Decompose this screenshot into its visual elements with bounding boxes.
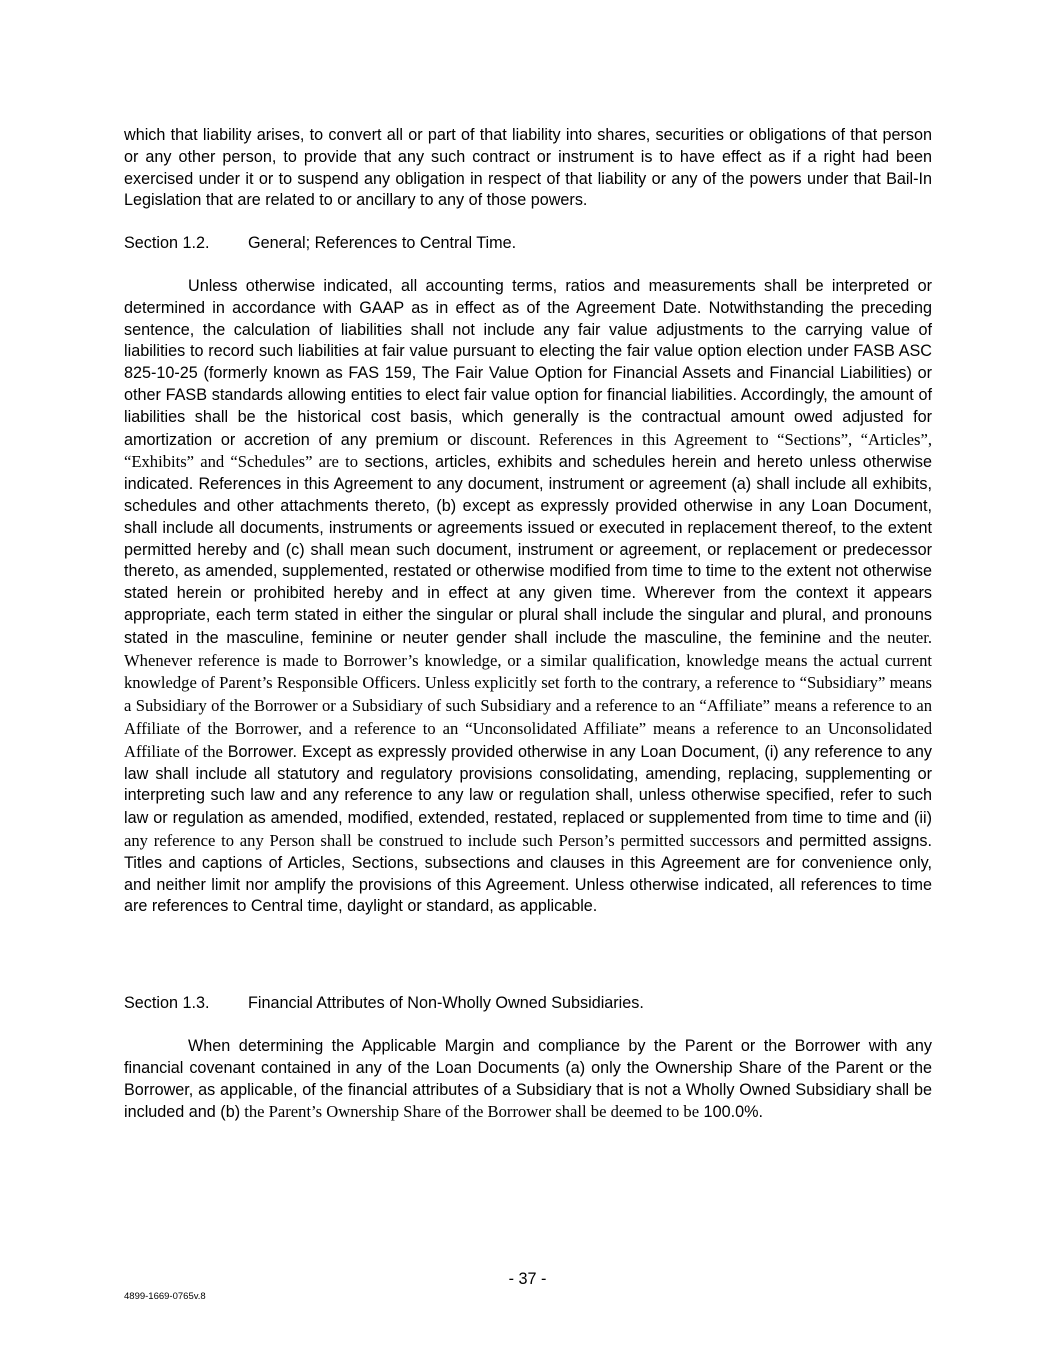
paragraph-text: the Parent’s Ownership Share of the Borrower shall be deemed to be — [240, 1102, 700, 1122]
document-id: 4899-1669-0765v.8 — [124, 1291, 206, 1302]
section-number: Section 1.2. — [124, 234, 210, 252]
paragraph-financial-attributes — [124, 1036, 932, 1124]
paragraph-text: sections, articles, exhibits and schedules herein and hereto unless otherwise indicated. References in this Agreement to any document, instrument or agreement (a) shall include all exhibits, schedules and other attachments thereto, (b) except as expressly provided otherwise in any Loan Document, shall include all documents, instruments or agreements issued or executed in replacement thereof, to the extent permitted hereby and (c) shall mean such document, instrument or agreement, or replacement or predecessor thereto, as amended, supplemented, restated or otherwise modified from time to time to the extent not otherwise stated herein or prohibited hereby and in effect at any given time. Wherever from the context it appears appropriate, each term stated in either the singular or plural shall include the singular and plural, and pronouns stated in the masculine, feminine or neuter gender shall include the masculine, the feminine — [124, 453, 932, 647]
paragraph-text: discount. References in this Agreement to “Sections”, “Articles”, “Exhibits” and “Schedules” are to — [124, 429, 933, 472]
page-number: - 37 - — [508, 1270, 547, 1288]
paragraph-text: and permitted assigns. Titles and captions of Articles, Sections, subsections and clauses in this Agreement are for convenience only, and neither limit nor amplify the provisions of this Agreement. Unless otherwise indicated, all references to time are references to Central time, daylight or standard, as applicable. — [124, 831, 932, 916]
section-title: General; References to Central Time. — [248, 234, 517, 252]
paragraph-bail-in-continuation — [124, 125, 932, 212]
paragraph-text: and the neuter. Whenever reference is made to Borrower’s knowledge, or a similar qualification, knowledge means the actual current knowledge of Parent’s Responsible Officers. Unless explicitly set forth to the contrary, a reference to “Subsidiary” means a Subsidiary of the Borrower or a Subsidiary of such Subsidiary and a reference to an “Affiliate” means a reference to an Affiliate of the Borrower, and a reference to an “Unconsolidated Affiliate” means a reference to an Unconsolidated Affiliate of the — [124, 627, 933, 761]
paragraph-text: Unless otherwise indicated, all accounting terms, ratios and measurements shall be interpreted or determined in accordance with GAAP as in effect as of the Agreement Date. Notwithstanding the preceding sentence, the calculation of liabilities shall not include any fair value adjustments to the carrying value of liabilities to record such liabilities at fair value pursuant to electing the fair value option election under FASB ASC 825-10-25 (formerly known as FAS 159, The Fair Value Option for Financial Assets and Financial Liabilities) or other FASB standards allowing entities to elect fair value option for financial liabilities. Accordingly, the amount of liabilities shall be the historical cost basis, which generally is the contractual amount owed adjusted for amortization or accretion of any premium or — [124, 277, 932, 449]
paragraph-text: When determining the Applicable Margin and compliance by the Parent or the Borrower with any financial covenant contained in any of the Loan Documents (a) only the Ownership Share of the Parent or the Borrower, as applicable, of the financial attributes of a Subsidiary that is not a Wholly Owned Subsidiary shall be included and (b) — [124, 1037, 932, 1122]
paragraph-text: any reference to any Person shall be construed to include such Person’s permitted successors — [124, 830, 760, 850]
section-heading-1-2 — [124, 233, 516, 255]
section-number: Section 1.3. — [124, 994, 210, 1012]
paragraph-text: Borrower. Except as expressly provided otherwise in any Loan Document, (i) any reference to any law shall include all statutory and regulatory provisions consolidating, amending, replacing, supplementing or interpreting such law and any reference to any law or regulation shall, unless otherwise specified, refer to such law or regulation as amended, modified, extended, restated, replaced or supplemented from time to time and (ii) — [124, 742, 932, 828]
section-title: Financial Attributes of Non-Wholly Owned Subsidiaries. — [248, 994, 644, 1012]
section-heading-1-3 — [124, 993, 644, 1015]
paragraph-text: 100.0%. — [699, 1103, 763, 1122]
paragraph-text: which that liability arises, to convert all or part of that liability into shares, securities or obligations of that person or any other person, to provide that any such contract or instrument is to have effect as if a right had been exercised under it or to suspend any obligation in respect of that liability or any of the powers under that Bail-In Legislation that are related to or ancillary to any of those powers. — [124, 126, 932, 210]
paragraph-general-references — [124, 276, 932, 918]
